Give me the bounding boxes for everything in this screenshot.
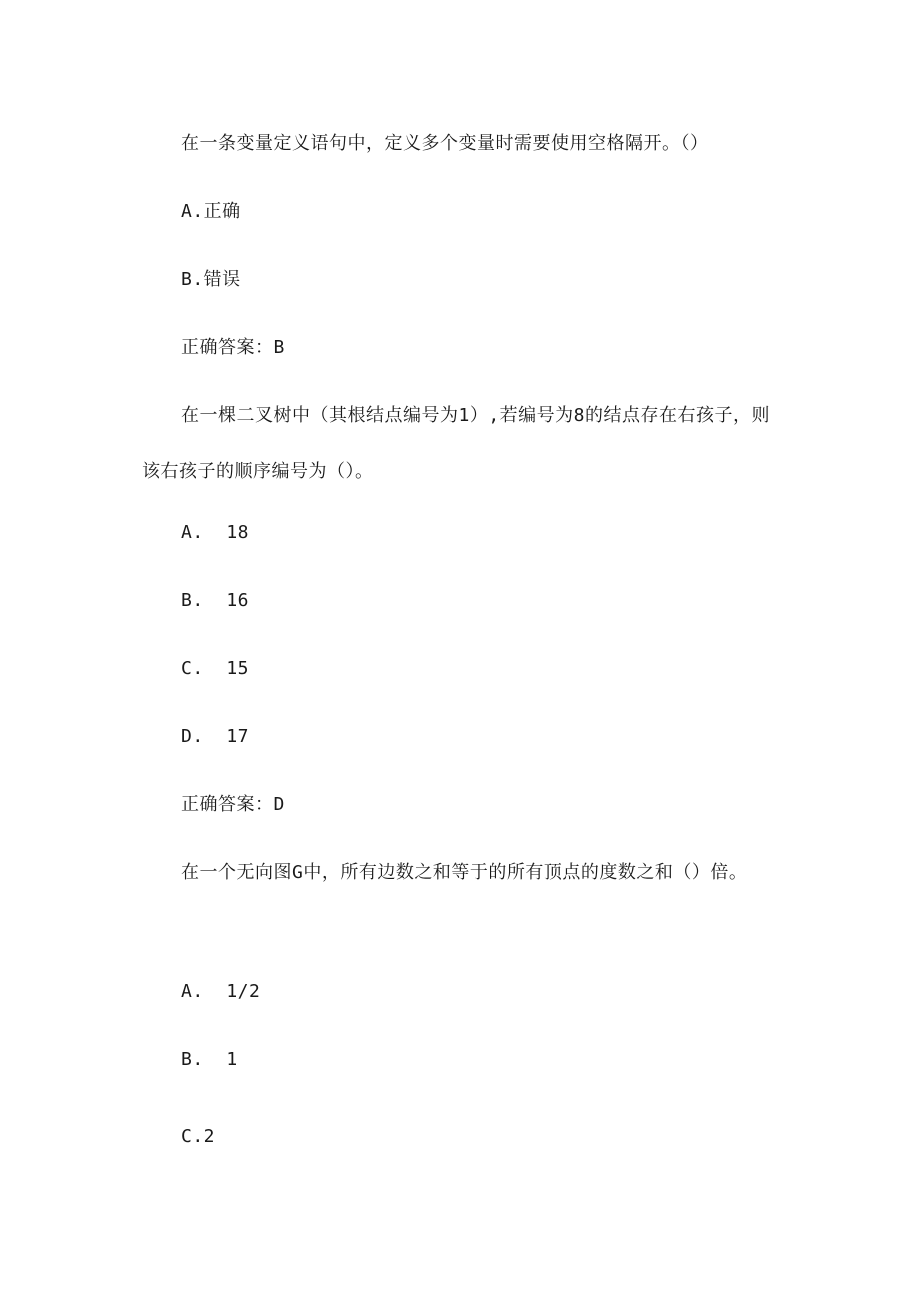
question-2-option-c: C. 15 [181, 658, 250, 679]
question-2-stem: 在一棵二叉树中（其根结点编号为1）,若编号为8的结点存在右孩子，则该右孩子的顺序编号为（）。 [142, 405, 771, 482]
question-3-option-b: B. 1 [181, 1049, 238, 1070]
question-1-option-a: A.正确 [181, 201, 241, 222]
question-2-option-d: D. 17 [181, 726, 250, 747]
question-1-option-b: B.错误 [181, 269, 241, 290]
question-2-option-b: B. 16 [181, 590, 250, 611]
question-3-stem: 在一个无向图G中，所有边数之和等于的所有顶点的度数之和（）倍。 [181, 862, 748, 883]
question-2-option-a: A. 18 [181, 522, 250, 543]
question-1-stem: 在一条变量定义语句中，定义多个变量时需要使用空格隔开。（） [181, 133, 709, 154]
question-2-answer: 正确答案：D [181, 794, 285, 815]
question-1-answer: 正确答案：B [181, 337, 285, 358]
question-3-option-a: A. 1/2 [181, 981, 261, 1002]
question-3-option-c: C.2 [181, 1126, 216, 1147]
